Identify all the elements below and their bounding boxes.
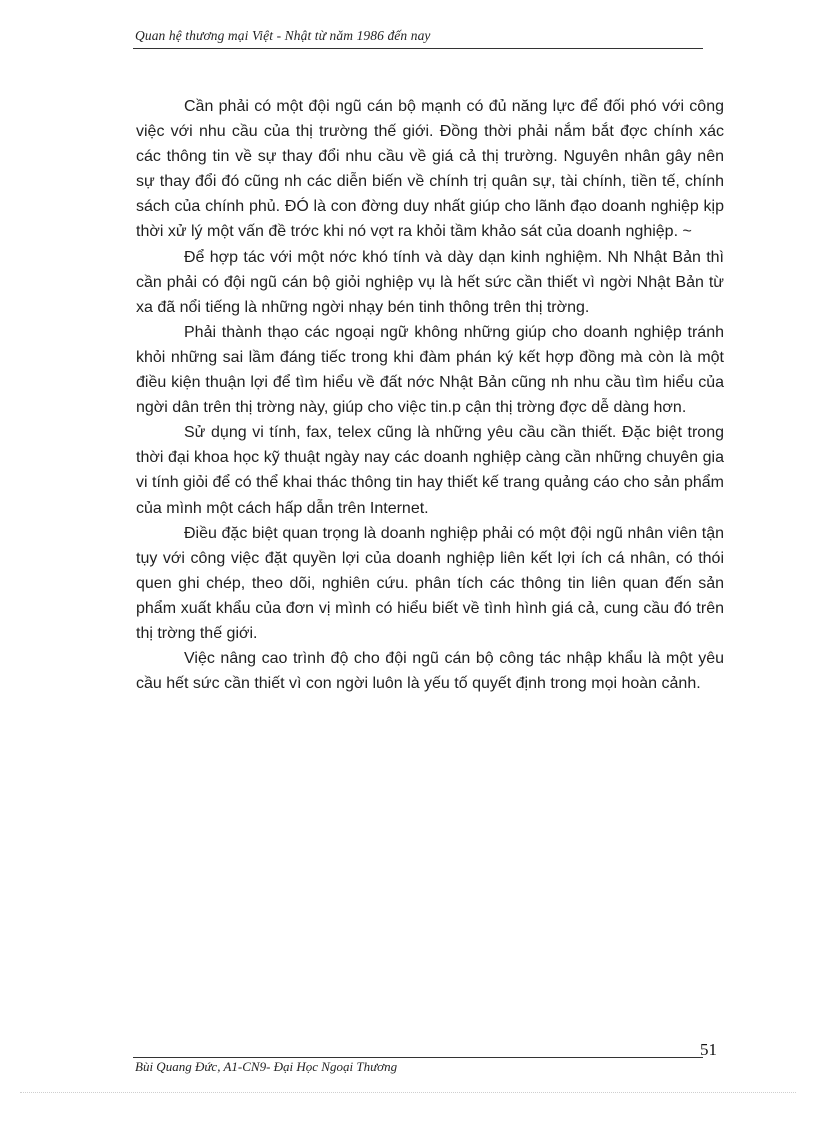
paragraph-5: Điều đặc biệt quan trọng là doanh nghiệp phải có một đội ngũ nhân viên tận tụy với công việc đặt quyền lợi của doanh nghiệp liên kết lợi ích cá nhân, có thói quen ghi chép, theo dõi, nghiên cứu. phân tích các thông tin liên quan đến sản phẩm xuất khẩu của đơn vị mình có hiểu biết về tình hình giá cả, cung cầu đó trên thị trờng thế giới. <box>136 524 724 642</box>
paragraph-3: Phải thành thạo các ngoại ngữ không những giúp cho doanh nghiệp tránh khỏi những sai lầm đáng tiếc trong khi đàm phán ký kết hợp đồng mà còn là một điều kiện thuận lợi để tìm hiểu về đất nớc Nhật Bản cũng nh nhu cầu tìm hiểu của ngời dân trên thị trờng này, giúp cho việc tin.p cận thị trờng đợc dễ dàng hơn. <box>136 323 724 417</box>
document-body <box>136 94 724 696</box>
paragraph-4: Sử dụng vi tính, fax, telex cũng là những yêu cầu cần thiết. Đặc biệt trong thời đại khoa học kỹ thuật ngày nay các doanh nghiệp càng cần những chuyên gia vi tính giỏi để có thể khai thác thông tin hay thiết kế trang quảng cáo cho sản phẩm của mình một cách hấp dẫn trên Internet. <box>136 424 724 517</box>
page-bottom-dotted-border <box>20 1092 796 1093</box>
paragraph-6: Việc nâng cao trình độ cho đội ngũ cán bộ công tác nhập khẩu là một yêu cầu hết sức cần thiết vì con ngời luôn là yếu tố quyết định trong mọi hoàn cảnh. <box>136 650 724 693</box>
running-header-title: Quan hệ thương mại Việt - Nhật từ năm 1986 đến nay <box>135 28 431 43</box>
footer-author-line: Bùi Quang Đức, A1-CN9- Đại Học Ngoại Thương <box>135 1059 398 1074</box>
paragraph-2: Để hợp tác với một nớc khó tính và dày dạn kinh nghiệm. Nh Nhật Bản thì cần phải có đội ngũ cán bộ giỏi nghiệp vụ là hết sức cần thiết vì ngời Nhật Bản từ xa đã nổi tiếng là những ngời nhạy bén tinh thông trên thị trờng. <box>136 248 724 316</box>
page-number: 51 <box>700 1040 717 1059</box>
footer-divider <box>133 1057 703 1058</box>
header-divider <box>133 48 703 49</box>
paragraph-1: Cần phải có một đội ngũ cán bộ mạnh có đủ năng lực để đối phó với công việc với nhu cầu của thị trường thế giới. Đồng thời phải nắm bắt đợc chính xác các thông tin về sự thay đổi nhu cầu về giá cả thị trường. Nguyên nhân gây nên sự thay đổi đó cũng nh các diễn biến về chính trị quân sự, tài chính, tiền tế, chính sách của chính phủ. ĐÓ là con đờng duy nhất giúp cho lãnh đạo doanh nghiệp kịp thời xử lý một vấn đề trớc khi nó vợt ra khỏi tầm khảo sát của doanh nghiệp. ~ <box>136 98 724 241</box>
